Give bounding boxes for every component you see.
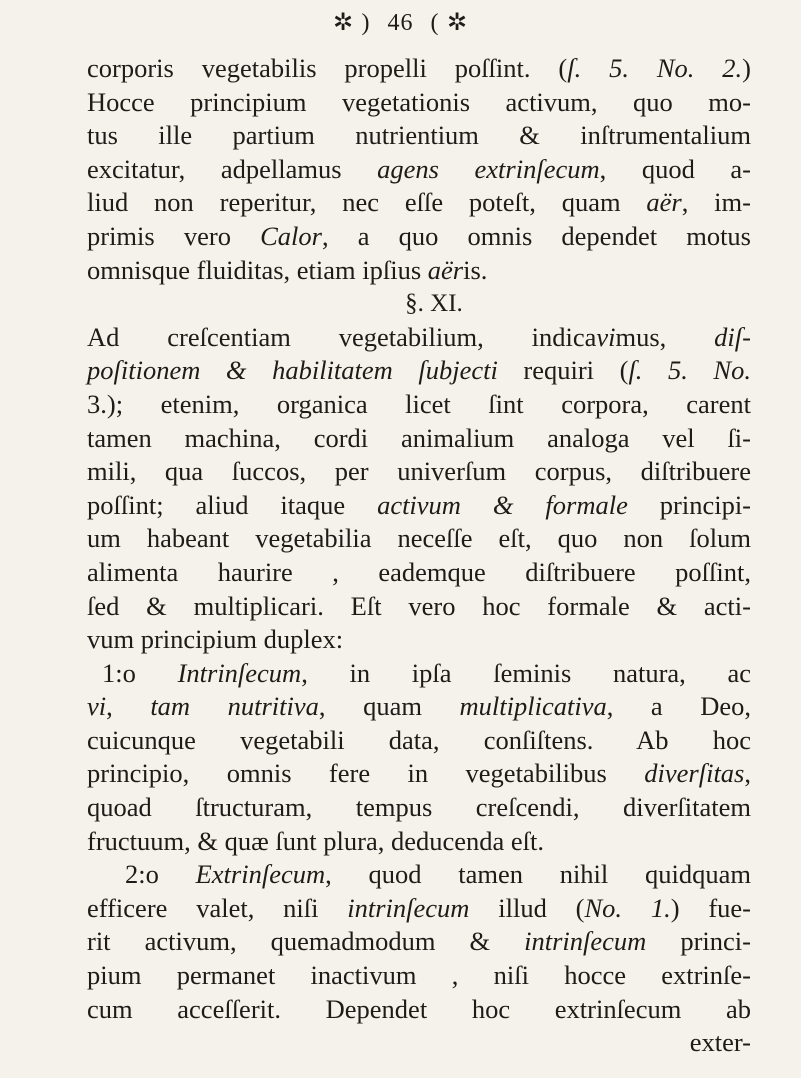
- text-line: omnisque fluiditas, etiam ipſius aëris.: [87, 254, 488, 285]
- text-line: mili, qua ſuccos, per univerſum corpus, diſtribuere: [87, 456, 751, 487]
- text-line: rit activum, quemadmodum & intrinſecum princi-: [87, 926, 751, 957]
- page-number: 46: [387, 10, 414, 36]
- text-line: 3.); etenim, organica licet ſint corpora, carent: [87, 388, 751, 419]
- left-ornament-icon: ✲: [332, 10, 355, 36]
- right-ornament-icon: ✲: [446, 10, 469, 36]
- text-line: vum principium duplex:: [87, 624, 344, 655]
- text-line: pium permanet inactivum , niſi hocce extrinſe-: [87, 960, 751, 991]
- text-line: tamen machina, cordi animalium analoga vel ſi-: [87, 422, 751, 453]
- text-line: efficere valet, niſi intrinſecum illud (No. 1.) fue-: [87, 892, 751, 923]
- text-line: quoad ſtructuram, tempus creſcendi, diverſitatem: [87, 792, 751, 823]
- text-line: fructuum, & quæ ſunt plura, deducenda eſt.: [87, 825, 545, 856]
- text-line: cuicunque vegetabili data, conſiſtens. Ab hoc: [87, 724, 751, 755]
- text-line: excitatur, adpellamus agens extrinſecum, quod a-: [87, 153, 751, 184]
- text-line: liud non reperitur, nec eſſe poteſt, quam aër, im-: [87, 187, 751, 218]
- text-line: vi, tam nutritiva, quam multiplicativa, a Deo,: [87, 691, 752, 722]
- text-line: cum acceſſerit. Dependet hoc extrinſecum ab: [87, 993, 751, 1024]
- text-line: primis vero Calor, a quo omnis dependet motus: [87, 220, 751, 251]
- text-line: Ad creſcentiam vegetabilium, indicavimus, diſ-: [87, 321, 751, 352]
- catchword: exter-: [689, 1027, 751, 1058]
- body-text: [87, 52, 751, 1060]
- text-line: alimenta haurire , eademque diſtribuere poſſint,: [87, 556, 751, 587]
- text-line: ſed & multiplicari. Eſt vero hoc formale & acti-: [87, 590, 751, 621]
- bracket-left: ): [361, 10, 371, 36]
- text-line: poſſint; aliud itaque activum & formale principi-: [87, 489, 752, 520]
- text-line: tus ille partium nutrientium & inſtrumentalium: [87, 120, 751, 151]
- text-line: poſitionem & habilitatem ſubjecti requiri (ſ. 5. No.: [87, 355, 751, 386]
- section-heading: §. XI.: [405, 290, 463, 318]
- text-line: 2:o Extrinſecum, quod tamen nihil quidquam: [125, 859, 751, 890]
- text-line: principio, omnis fere in vegetabilibus diverſitas,: [87, 758, 751, 789]
- text-line: 1:o Intrinſecum, in ipſa ſeminis natura, ac: [102, 657, 751, 688]
- text-line: corporis vegetabilis propelli poſſint. (ſ. 5. No. 2.): [87, 53, 751, 83]
- text-line: Hocce principium vegetationis activum, quo mo-: [87, 86, 751, 117]
- running-head: [0, 8, 801, 37]
- bracket-right: (: [430, 10, 440, 36]
- text-line: um habeant vegetabilia neceſſe eſt, quo non ſolum: [87, 523, 751, 554]
